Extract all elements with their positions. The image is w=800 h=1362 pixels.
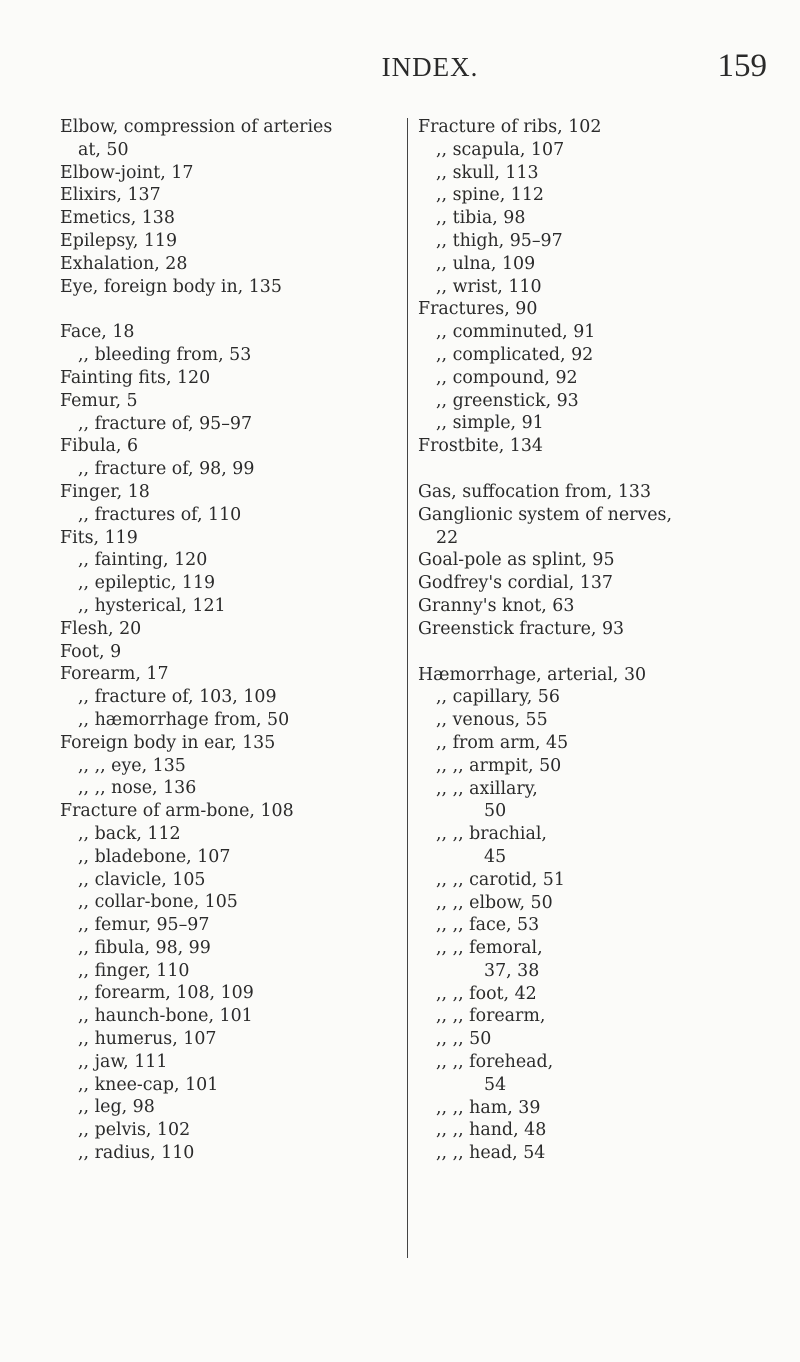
index-entry: ,, comminuted, 91 (436, 322, 596, 343)
index-entry: Flesh, 20 (60, 618, 142, 639)
index-entry: ,, bleeding from, 53 (78, 345, 252, 366)
index-entry: ,, compound, 92 (436, 367, 578, 388)
index-entry: Gas, suffocation from, 133 (418, 481, 652, 502)
index-entry: ,, thigh, 95–97 (436, 230, 563, 251)
index-entry: Ganglionic system of nerves, (418, 504, 672, 525)
index-entry: Eye, foreign body in, 135 (60, 276, 282, 297)
index-entry: Foreign body in ear, 135 (60, 732, 276, 753)
index-entry: ,, venous, 55 (436, 710, 548, 731)
index-entry: ,, wrist, 110 (436, 276, 542, 297)
index-entry: ,, collar-bone, 105 (78, 892, 238, 913)
index-entry: Fracture of ribs, 102 (418, 117, 602, 137)
index-entry: ,, complicated, 92 (436, 344, 594, 365)
index-entry: Finger, 18 (60, 481, 150, 502)
column-divider (407, 118, 408, 1258)
index-entry: Face, 18 (60, 322, 135, 343)
index-entry: 54 (484, 1074, 507, 1095)
index-entry: Elbow, compression of arteries (60, 117, 333, 137)
index-entry: Foot, 9 (60, 641, 122, 662)
index-entry: ,, fracture of, 98, 99 (78, 459, 255, 480)
index-entry: ,, ,, hand, 48 (436, 1120, 547, 1141)
index-entry: Forearm, 17 (60, 664, 169, 685)
index-entry: ,, ,, eye, 135 (78, 755, 186, 776)
index-entry: ,, fracture of, 95–97 (78, 413, 253, 434)
index-entry: ,, haunch-bone, 101 (78, 1006, 253, 1027)
index-entry: ,, radius, 110 (78, 1143, 195, 1164)
index-entry: Fainting fits, 120 (60, 367, 211, 388)
page-title: INDEX. (381, 52, 479, 82)
index-entry: 22 (436, 527, 459, 548)
index-entry: ,, back, 112 (78, 823, 181, 844)
index-entry: ,, epileptic, 119 (78, 573, 216, 594)
index-entry: Granny's knot, 63 (418, 595, 575, 616)
index-entry: Exhalation, 28 (60, 253, 188, 274)
index-entry: ,, ,, head, 54 (436, 1143, 546, 1164)
index-entry: ,, fainting, 120 (78, 550, 208, 571)
index-entry: Hæmorrhage, arterial, 30 (418, 664, 647, 685)
index-entry: ,, ,, femoral, (436, 938, 543, 959)
index-entry: Greenstick fracture, 93 (418, 618, 625, 639)
index-entry: ,, from arm, 45 (436, 732, 569, 753)
index-entry: ,, leg, 98 (78, 1097, 155, 1118)
index-entry: Fibula, 6 (60, 436, 139, 457)
index-entry: ,, humerus, 107 (78, 1029, 217, 1050)
index-entry: ,, spine, 112 (436, 185, 544, 206)
index-entry: 50 (484, 801, 507, 822)
index-entry: Fractures, 90 (418, 299, 538, 320)
index-entry: ,, ,, carotid, 51 (436, 869, 565, 890)
index-entry: Frostbite, 134 (418, 436, 543, 457)
index-entry: ,, bladebone, 107 (78, 846, 231, 867)
section-gap (418, 458, 758, 481)
index-entry: ,, capillary, 56 (436, 687, 560, 708)
index-entry: ,, fibula, 98, 99 (78, 937, 211, 958)
index-entry: ,, forearm, 108, 109 (78, 983, 254, 1004)
index-entry: ,, clavicle, 105 (78, 869, 206, 890)
index-entry: ,, tibia, 98 (436, 208, 526, 229)
index-entry: ,, ,, elbow, 50 (436, 892, 553, 913)
index-entry: Emetics, 138 (60, 208, 175, 229)
index-entry: ,, ,, 50 (436, 1029, 492, 1050)
index-entry: Elbow-joint, 17 (60, 162, 194, 183)
index-entry: Goal-pole as splint, 95 (418, 550, 615, 571)
index-entry: ,, ,, face, 53 (436, 915, 540, 936)
index-entry: ,, ,, axillary, (436, 778, 538, 799)
index-entry: ,, ,, nose, 136 (78, 778, 197, 799)
index-entry: ,, skull, 113 (436, 162, 539, 183)
index-entry: ,, fracture of, 103, 109 (78, 687, 277, 708)
index-entry: Godfrey's cordial, 137 (418, 573, 613, 594)
index-entry: ,, simple, 91 (436, 413, 544, 434)
index-entry: ,, ,, forearm, (436, 1006, 546, 1027)
section-gap (418, 641, 758, 664)
index-entry: 45 (484, 846, 507, 867)
index-entry: Femur, 5 (60, 390, 138, 411)
index-entry: ,, jaw, 111 (78, 1051, 168, 1072)
index-entry: ,, scapula, 107 (436, 139, 565, 160)
index-entry: ,, pelvis, 102 (78, 1120, 191, 1141)
index-entry: ,, ,, armpit, 50 (436, 755, 562, 776)
index-entry: Fracture of arm-bone, 108 (60, 801, 294, 822)
index-entry: ,, ,, forehead, (436, 1052, 554, 1073)
index-entry: ,, ,, brachial, (436, 824, 547, 845)
index-entry: ,, femur, 95–97 (78, 915, 210, 936)
page-number: 159 (717, 48, 767, 84)
index-entry: ,, hysterical, 121 (78, 595, 226, 616)
index-column-right (418, 116, 758, 1165)
section-gap (60, 298, 400, 321)
index-entry: 37, 38 (484, 960, 540, 981)
index-entry: at, 50 (78, 139, 129, 160)
index-entry: ,, greenstick, 93 (436, 390, 579, 411)
index-entry: Fits, 119 (60, 527, 138, 548)
index-entry: Elixirs, 137 (60, 185, 161, 206)
index-entry: ,, hæmorrhage from, 50 (78, 709, 290, 730)
index-entry: ,, knee-cap, 101 (78, 1074, 219, 1095)
index-entry: ,, ulna, 109 (436, 253, 536, 274)
index-entry: ,, fractures of, 110 (78, 504, 242, 525)
index-entry: ,, ,, ham, 39 (436, 1097, 541, 1118)
page-header (60, 48, 800, 92)
index-entry: Epilepsy, 119 (60, 230, 178, 251)
index-entry: ,, ,, foot, 42 (436, 983, 537, 1004)
index-column-left (60, 116, 400, 1165)
index-entry: ,, finger, 110 (78, 960, 190, 981)
